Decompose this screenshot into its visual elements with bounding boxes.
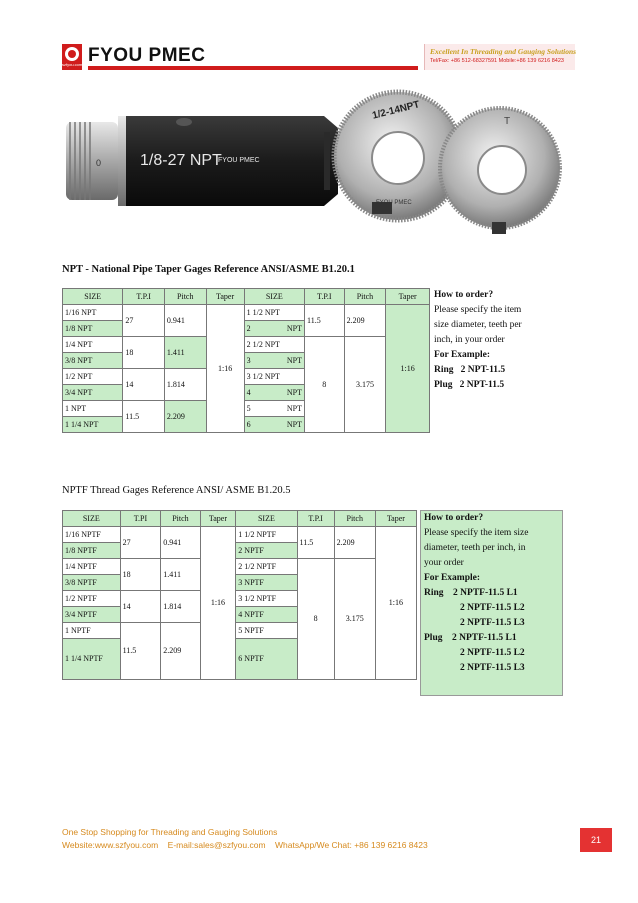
nptf-order-panel: [420, 510, 563, 696]
pitch-cell: 2.209: [334, 527, 375, 559]
brand-name: FYOU PMEC: [88, 45, 206, 66]
col-taper-right: Taper: [386, 289, 430, 305]
size-cell: 6 NPTF: [236, 639, 297, 680]
pitch-cell: 2.209: [344, 305, 386, 337]
size-cell: 1/2 NPT: [63, 369, 123, 385]
col-pitch-right: Pitch: [334, 511, 375, 527]
ring-example: 2 NPTF-11.5 L3: [460, 618, 525, 628]
size-cell: 4 NPTF: [236, 607, 297, 623]
col-size-right: SIZE: [244, 289, 304, 305]
tpi-cell: 11.5: [297, 527, 334, 559]
size-unit: NPT: [286, 323, 302, 333]
header-contact: Tel/Fax: +86 512-68327591 Mobile:+86 139 6216 8423: [430, 58, 564, 64]
size-number: 2: [246, 323, 251, 333]
taper-cell: 1:16: [200, 527, 236, 680]
size-unit: NPT: [286, 419, 302, 429]
ring-brand: FYOU PMEC: [376, 200, 412, 206]
size-number: 4: [246, 387, 251, 397]
col-pitch: Pitch: [161, 511, 200, 527]
pitch-cell: 0.941: [161, 527, 200, 559]
tpi-cell: 18: [120, 559, 161, 591]
size-cell: 3 NPTF: [236, 575, 297, 591]
taper-cell: 1:16: [375, 527, 416, 680]
npt-order-panel: [434, 288, 574, 393]
tpi-cell: 27: [120, 527, 161, 559]
taper-cell: 1:16: [206, 305, 244, 433]
col-taper: Taper: [206, 289, 244, 305]
col-taper: Taper: [200, 511, 236, 527]
plug-example: 2 NPTF-11.5 L2: [460, 648, 525, 658]
npt-table: [62, 288, 430, 433]
pitch-cell: 1.814: [161, 591, 200, 623]
ring-example: 2 NPTF-11.5 L2: [460, 603, 525, 613]
tpi-cell: 27: [123, 305, 165, 337]
size-unit: NPT: [286, 355, 302, 365]
footer-slogan: One Stop Shopping for Threading and Gauging Solutions: [62, 827, 278, 837]
col-tpi: T.PI: [120, 511, 161, 527]
pitch-cell: 3.175: [334, 559, 375, 680]
ring-example: Ring 2 NPT-11.5: [434, 365, 506, 375]
size-cell: 1 NPT: [63, 401, 123, 417]
size-cell: 1 1/4 NPTF: [63, 639, 121, 680]
plug-example: Plug 2 NPT-11.5: [434, 380, 505, 390]
order-line: your order: [424, 558, 464, 568]
size-cell: 2 1/2 NPTF: [236, 559, 297, 575]
size-unit: NPT: [286, 387, 302, 397]
size-cell: [244, 353, 304, 369]
header-divider: [88, 66, 418, 70]
size-cell: 3/4 NPTF: [63, 607, 121, 623]
plug-brand: FYOU PMEC: [218, 157, 260, 164]
pitch-cell: 3.175: [344, 337, 386, 433]
size-cell: 3/4 NPT: [63, 385, 123, 401]
tpi-cell: 18: [123, 337, 165, 369]
order-line: Please specify the item: [434, 305, 522, 315]
order-line: inch, in your order: [434, 335, 505, 345]
nptf-section-title: NPTF Thread Gages Reference ANSI/ ASME B1.20.5: [62, 485, 291, 496]
size-cell: 5 NPTF: [236, 623, 297, 639]
plug-example: 2 NPTF-11.5 L3: [460, 663, 525, 673]
size-cell: 1/8 NPT: [63, 321, 123, 337]
size-cell: 2 NPTF: [236, 543, 297, 559]
example-heading: For Example:: [434, 350, 491, 360]
size-cell: 1/16 NPT: [63, 305, 123, 321]
size-cell: [244, 321, 304, 337]
taper-cell: 1:16: [386, 305, 430, 433]
order-line: size diameter, teeth per: [434, 320, 522, 330]
ring2-mark: T: [504, 116, 511, 127]
size-unit: NPT: [286, 403, 302, 413]
size-cell: 3 1/2 NPTF: [236, 591, 297, 607]
size-cell: 1/8 NPTF: [63, 543, 121, 559]
table-row: [63, 305, 430, 321]
size-cell: 1 1/2 NPT: [244, 305, 304, 321]
size-cell: 1/16 NPTF: [63, 527, 121, 543]
size-cell: 1 1/2 NPTF: [236, 527, 297, 543]
col-size-right: SIZE: [236, 511, 297, 527]
col-tpi-right: T.P.I: [297, 511, 334, 527]
size-cell: 1/2 NPTF: [63, 591, 121, 607]
col-tpi-right: T.P.I: [304, 289, 344, 305]
order-heading: How to order?: [434, 290, 494, 300]
size-cell: 3 1/2 NPT: [244, 369, 304, 385]
table-row: [63, 559, 417, 575]
tagline: Excellent In Threading and Gauging Solutions: [430, 47, 577, 56]
size-number: 3: [246, 355, 251, 365]
col-taper-right: Taper: [375, 511, 416, 527]
size-cell: 2 1/2 NPT: [244, 337, 304, 353]
col-pitch-right: Pitch: [344, 289, 386, 305]
plug-example: Plug 2 NPTF-11.5 L1: [424, 633, 517, 643]
tpi-cell: 11.5: [123, 401, 165, 433]
table-header-row: [63, 511, 417, 527]
size-cell: [244, 417, 304, 433]
pitch-cell: 2.209: [164, 401, 206, 433]
size-cell: 1 1/4 NPT: [63, 417, 123, 433]
tpi-cell: 8: [304, 337, 344, 433]
size-number: 5: [246, 403, 251, 413]
pitch-cell: 1.814: [164, 369, 206, 401]
tpi-cell: 8: [297, 559, 334, 680]
col-size: SIZE: [63, 511, 121, 527]
table-header-row: [63, 289, 430, 305]
size-cell: 3/8 NPTF: [63, 575, 121, 591]
tpi-cell: 11.5: [120, 623, 161, 680]
page-number: 21: [580, 828, 612, 852]
ring-gauge-second: [440, 108, 560, 234]
pitch-cell: 1.411: [164, 337, 206, 369]
footer-contact: Website:www.szfyou.com E-mail:sales@szfyou.com WhatsApp/We Chat: +86 139 6216 8423: [62, 840, 428, 850]
table-row: [63, 337, 430, 353]
size-cell: [244, 401, 304, 417]
size-cell: 1/4 NPTF: [63, 559, 121, 575]
product-photo: [62, 82, 576, 252]
size-number: 6: [246, 419, 251, 429]
tpi-cell: 14: [120, 591, 161, 623]
order-line: Please specify the item size: [424, 528, 529, 538]
size-cell: 1 NPTF: [63, 623, 121, 639]
tpi-cell: 14: [123, 369, 165, 401]
pitch-cell: 0.941: [164, 305, 206, 337]
ring-example: Ring 2 NPTF-11.5 L1: [424, 588, 518, 598]
pitch-cell: 2.209: [161, 623, 200, 680]
nptf-table: [62, 510, 417, 680]
order-heading: How to order?: [424, 513, 484, 523]
plug-mark: 0: [96, 158, 102, 168]
size-cell: 3/8 NPT: [63, 353, 123, 369]
col-pitch: Pitch: [164, 289, 206, 305]
logo-subtext: szfyou.com: [62, 62, 83, 67]
tpi-cell: 11.5: [304, 305, 344, 337]
col-size: SIZE: [63, 289, 123, 305]
table-row: [63, 527, 417, 543]
size-cell: 1/4 NPT: [63, 337, 123, 353]
example-heading: For Example:: [424, 573, 481, 583]
pitch-cell: 1.411: [161, 559, 200, 591]
size-cell: [244, 385, 304, 401]
order-line: diameter, teeth per inch, in: [424, 543, 526, 553]
col-tpi: T.P.I: [123, 289, 165, 305]
plug-label: 1/8-27 NPT: [140, 152, 222, 169]
npt-section-title: NPT - National Pipe Taper Gages Reference ANSI/ASME B1.20.1: [62, 264, 355, 275]
ring-label: 1/2-14NPT: [371, 99, 421, 122]
